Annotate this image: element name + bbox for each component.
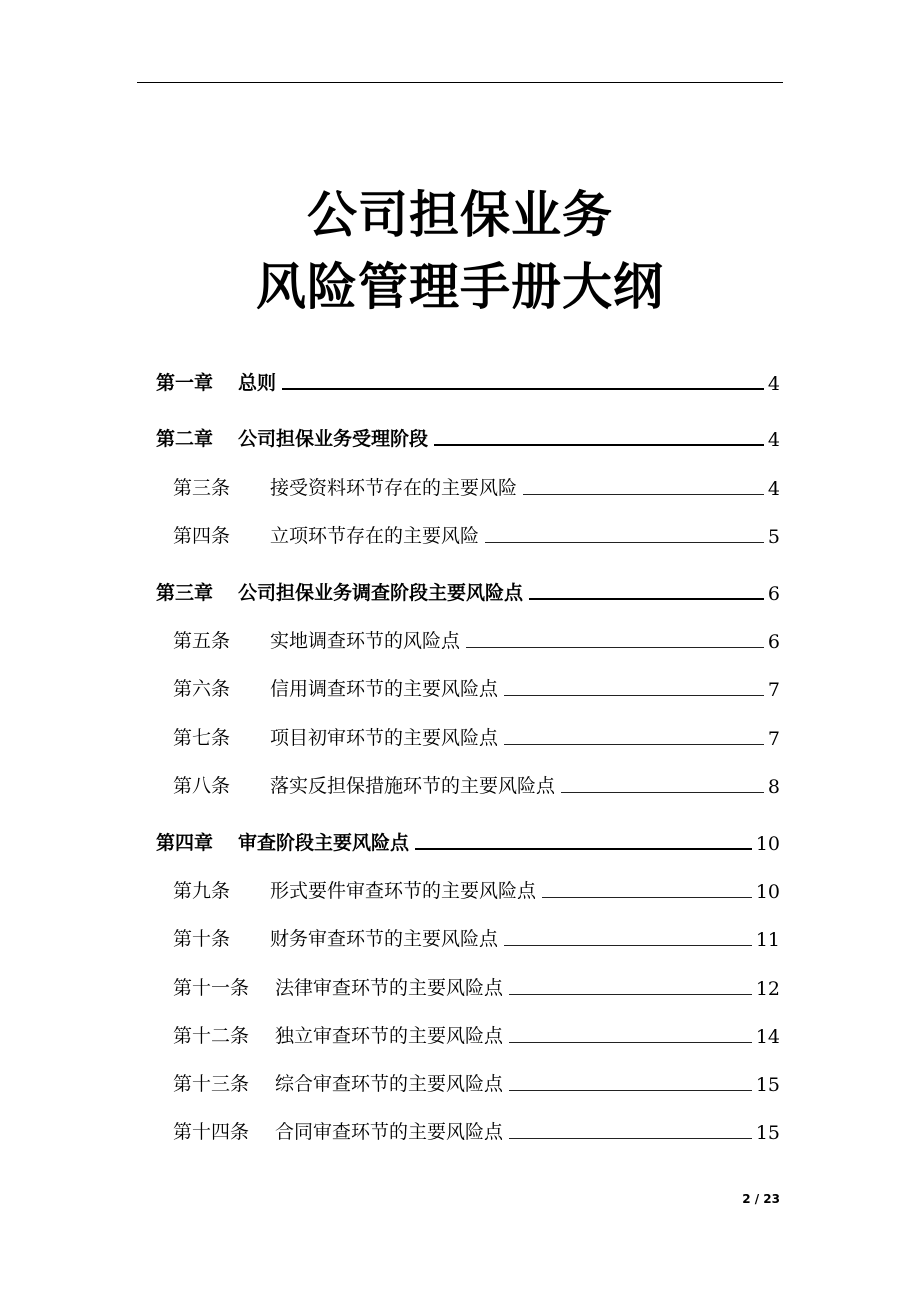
toc-entry-page: 4 [767,429,780,451]
toc-entry-article-10[interactable] [173,925,780,951]
toc-entry-label: 合同审查环节的主要风险点 [275,1121,504,1143]
toc-leader-line [523,494,764,495]
toc-entry-page: 4 [767,373,780,395]
toc-entry-number: 第四条 [173,525,231,547]
toc-entry-page: 8 [767,776,780,798]
toc-entry-label: 落实反担保措施环节的主要风险点 [270,775,556,797]
toc-leader-line [415,848,752,850]
toc-entry-label: 信用调查环节的主要风险点 [270,678,499,700]
toc-entry-page: 4 [767,478,780,500]
toc-leader-line [509,1138,752,1139]
toc-entry-label: 接受资料环节存在的主要风险 [270,477,518,499]
toc-entry-label: 形式要件审查环节的主要风险点 [270,880,537,902]
toc-leader-line [466,647,764,648]
toc-entry-article-13[interactable] [173,1070,780,1096]
toc-entry-number: 第八条 [173,775,231,797]
toc-entry-page: 7 [767,728,780,750]
toc-entry-page: 12 [755,978,780,1000]
toc-leader-line [561,792,764,793]
toc-entry-chapter-1[interactable] [156,369,780,395]
toc-leader-line [504,945,752,946]
toc-entry-label: 法律审查环节的主要风险点 [275,977,504,999]
toc-entry-page: 10 [755,833,780,855]
toc-entry-label: 项目初审环节的主要风险点 [270,727,499,749]
toc-entry-article-7[interactable] [173,724,780,750]
toc-entry-page: 15 [755,1074,780,1096]
toc-entry-article-6[interactable] [173,675,780,701]
toc-entry-number: 第三章 [156,582,214,604]
toc-entry-label: 立项环节存在的主要风险 [270,525,480,547]
toc-entry-number: 第二章 [156,428,214,450]
toc-entry-number: 第七条 [173,727,231,749]
toc-leader-line [509,1090,752,1091]
toc-entry-number: 第十二条 [173,1025,250,1047]
toc-entry-page: 6 [767,631,780,653]
toc-leader-line [434,444,764,446]
header-rule [137,82,783,83]
toc-entry-page: 10 [755,881,780,903]
toc-entry-label: 实地调查环节的风险点 [270,630,461,652]
toc-entry-number: 第九条 [173,880,231,902]
toc-entry-label: 独立审查环节的主要风险点 [275,1025,504,1047]
toc-entry-page: 6 [767,583,780,605]
toc-entry-label: 公司担保业务调查阶段主要风险点 [238,582,524,604]
toc-leader-line [509,1042,752,1043]
toc-entry-chapter-2[interactable] [156,425,780,451]
toc-leader-line [529,598,764,600]
toc-entry-page: 7 [767,679,780,701]
toc-entry-page: 11 [755,929,780,951]
document-title-line1: 公司担保业务 [307,186,613,244]
toc-entry-chapter-4[interactable] [156,829,780,855]
toc-entry-number: 第三条 [173,477,231,499]
toc-entry-page: 14 [755,1026,780,1048]
toc-entry-number: 第十四条 [173,1121,250,1143]
toc-entry-number: 第四章 [156,832,214,854]
toc-leader-line [504,744,764,745]
toc-entry-page: 15 [755,1122,780,1144]
toc-leader-line [504,695,764,696]
toc-entry-number: 第十一条 [173,977,250,999]
toc-entry-article-12[interactable] [173,1022,780,1048]
toc-entry-number: 第十三条 [173,1073,250,1095]
toc-entry-article-3[interactable] [173,474,780,500]
toc-leader-line [282,388,764,390]
page-number: 2 / 23 [742,1192,780,1206]
toc-leader-line [509,994,752,995]
toc-leader-line [485,542,764,543]
toc-entry-page: 5 [767,526,780,548]
toc-entry-article-9[interactable] [173,877,780,903]
toc-leader-line [542,897,752,898]
toc-entry-label: 审查阶段主要风险点 [238,832,410,854]
toc-entry-label: 公司担保业务受理阶段 [238,428,429,450]
toc-entry-chapter-3[interactable] [156,579,780,605]
toc-entry-number: 第五条 [173,630,231,652]
toc-entry-article-11[interactable] [173,974,780,1000]
toc-entry-number: 第一章 [156,372,214,394]
toc-entry-article-4[interactable] [173,522,780,548]
toc-entry-label: 总则 [238,372,277,394]
toc-entry-label: 财务审查环节的主要风险点 [270,928,499,950]
toc-entry-article-8[interactable] [173,772,780,798]
toc-entry-number: 第十条 [173,928,231,950]
document-title-line2: 风险管理手册大纲 [256,258,664,316]
toc-entry-number: 第六条 [173,678,231,700]
toc-entry-article-14[interactable] [173,1118,780,1144]
toc-entry-label: 综合审查环节的主要风险点 [275,1073,504,1095]
toc-entry-article-5[interactable] [173,627,780,653]
